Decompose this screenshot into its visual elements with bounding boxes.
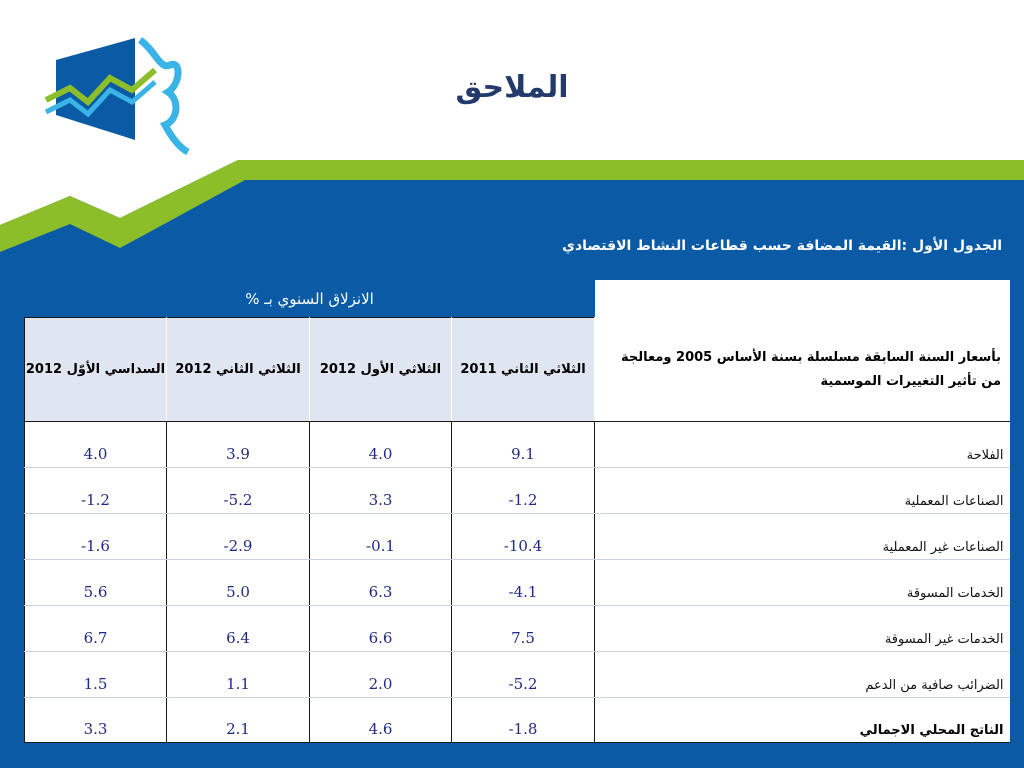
- table-cell: 6.7: [25, 606, 167, 652]
- table-caption: الجدول الأول :القيمة المضافة حسب قطاعات النشاط الاقتصادي: [562, 238, 1002, 254]
- table-row: [25, 652, 1010, 698]
- table-cell: 6.6: [310, 606, 452, 652]
- table-cell: 6.3: [310, 560, 452, 606]
- table-cell: 5.0: [167, 560, 310, 606]
- table-cell: 6.4: [167, 606, 310, 652]
- row-label: الصناعات المعملية: [595, 468, 1010, 514]
- table-cell: 9.1: [452, 422, 595, 468]
- table-cell: -1.2: [25, 468, 167, 514]
- table-cell: 2.1: [167, 698, 310, 743]
- total-label: الناتج المحلي الاجمالي: [595, 698, 1010, 743]
- table-row: [25, 422, 1010, 468]
- table-cell: 4.6: [310, 698, 452, 743]
- table-row: [25, 468, 1010, 514]
- table-description: بأسعار السنة السابقة مسلسلة بسنة الأساس 2005 ومعالجة من تأثير التغييرات الموسمية: [595, 318, 1010, 422]
- row-label: الخدمات غير المسوقة: [595, 606, 1010, 652]
- row-label: الصناعات غير المعملية: [595, 514, 1010, 560]
- page-title: الملاحق: [455, 70, 569, 105]
- column-header: السداسي الأوّل 2012: [25, 318, 167, 422]
- table-row: [25, 560, 1010, 606]
- table-row: [25, 606, 1010, 652]
- row-label: الفلاحة: [595, 422, 1010, 468]
- table-cell: -5.2: [167, 468, 310, 514]
- table-cell: -10.4: [452, 514, 595, 560]
- table-cell: 3.9: [167, 422, 310, 468]
- column-header: الثلاثي الأول 2012: [310, 318, 452, 422]
- column-header: الثلاثي الثاني 2012: [167, 318, 310, 422]
- table-cell: -0.1: [310, 514, 452, 560]
- table-cell: -2.9: [167, 514, 310, 560]
- table-cell: 2.0: [310, 652, 452, 698]
- blank-header-cell: [595, 280, 1010, 318]
- table-cell: 1.5: [25, 652, 167, 698]
- table-cell: 4.0: [25, 422, 167, 468]
- value-added-table: [24, 280, 1009, 738]
- row-label: الخدمات المسوقة: [595, 560, 1010, 606]
- table-cell: -4.1: [452, 560, 595, 606]
- table-cell: 3.3: [310, 468, 452, 514]
- column-header: الثلاثي الثاني 2011: [452, 318, 595, 422]
- table-cell: 3.3: [25, 698, 167, 743]
- table-cell: 4.0: [310, 422, 452, 468]
- table-cell: -5.2: [452, 652, 595, 698]
- row-label: الضرائب صافية من الدعم: [595, 652, 1010, 698]
- table-row: [25, 514, 1010, 560]
- table-cell: -1.2: [452, 468, 595, 514]
- unit-label: الانزلاق السنوي بـ %: [245, 289, 374, 308]
- table-cell: 5.6: [25, 560, 167, 606]
- table-cell: 1.1: [167, 652, 310, 698]
- table-cell: -1.6: [25, 514, 167, 560]
- table-cell: 7.5: [452, 606, 595, 652]
- total-row: [25, 698, 1010, 743]
- table-cell: -1.8: [452, 698, 595, 743]
